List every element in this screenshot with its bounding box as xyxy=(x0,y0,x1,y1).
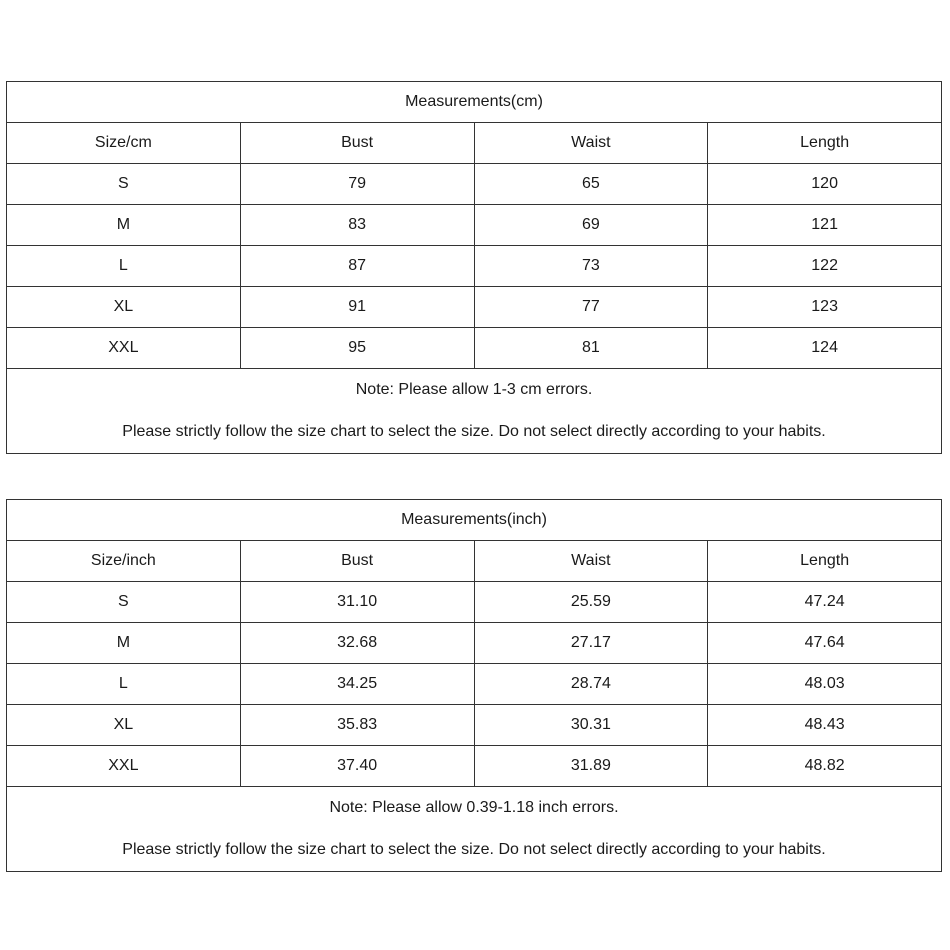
column-header-size: Size/cm xyxy=(7,123,241,164)
length-cell: 121 xyxy=(708,205,942,246)
waist-cell: 31.89 xyxy=(474,746,708,787)
size-chart-cm-table xyxy=(6,81,942,454)
table-header-row xyxy=(7,541,942,582)
table-row xyxy=(7,205,942,246)
error-tolerance-note: Note: Please allow 1-3 cm errors. xyxy=(355,381,593,398)
size-instruction-note: Please strictly follow the size chart to select the size. Do not select directly according to your habits. xyxy=(122,423,826,440)
length-cell: 48.03 xyxy=(708,664,942,705)
error-tolerance-note: Note: Please allow 0.39-1.18 inch errors. xyxy=(329,799,619,816)
column-header-size: Size/inch xyxy=(7,541,241,582)
size-cell: M xyxy=(7,205,241,246)
table-row xyxy=(7,664,942,705)
length-cell: 48.82 xyxy=(708,746,942,787)
size-cell: S xyxy=(7,164,241,205)
bust-cell: 87 xyxy=(240,246,474,287)
waist-cell: 69 xyxy=(474,205,708,246)
size-cell: S xyxy=(7,582,241,623)
bust-cell: 35.83 xyxy=(240,705,474,746)
waist-cell: 25.59 xyxy=(474,582,708,623)
waist-cell: 81 xyxy=(474,328,708,369)
table-row xyxy=(7,623,942,664)
size-instruction-note: Please strictly follow the size chart to select the size. Do not select directly according to your habits. xyxy=(122,841,826,858)
table-row xyxy=(7,328,942,369)
column-header-waist: Waist xyxy=(474,123,708,164)
bust-cell: 95 xyxy=(240,328,474,369)
table-title: Measurements(cm) xyxy=(7,82,942,123)
size-cell: L xyxy=(7,246,241,287)
table-row xyxy=(7,582,942,623)
length-cell: 47.24 xyxy=(708,582,942,623)
table-title: Measurements(inch) xyxy=(7,500,942,541)
column-header-waist: Waist xyxy=(474,541,708,582)
length-cell: 123 xyxy=(708,287,942,328)
length-cell: 47.64 xyxy=(708,623,942,664)
bust-cell: 37.40 xyxy=(240,746,474,787)
waist-cell: 77 xyxy=(474,287,708,328)
size-cell: XL xyxy=(7,705,241,746)
waist-cell: 65 xyxy=(474,164,708,205)
waist-cell: 27.17 xyxy=(474,623,708,664)
size-cell: XXL xyxy=(7,328,241,369)
size-chart-inch-table xyxy=(6,499,942,872)
table-title-row xyxy=(7,82,942,123)
size-cell: L xyxy=(7,664,241,705)
column-header-length: Length xyxy=(708,123,942,164)
table-row xyxy=(7,705,942,746)
table-row xyxy=(7,746,942,787)
waist-cell: 73 xyxy=(474,246,708,287)
bust-cell: 32.68 xyxy=(240,623,474,664)
table-title-row xyxy=(7,500,942,541)
column-header-bust: Bust xyxy=(240,123,474,164)
waist-cell: 30.31 xyxy=(474,705,708,746)
bust-cell: 91 xyxy=(240,287,474,328)
column-header-length: Length xyxy=(708,541,942,582)
note-cell xyxy=(7,369,942,454)
size-cell: M xyxy=(7,623,241,664)
table-note-row xyxy=(7,787,942,872)
length-cell: 124 xyxy=(708,328,942,369)
bust-cell: 34.25 xyxy=(240,664,474,705)
bust-cell: 83 xyxy=(240,205,474,246)
table-row xyxy=(7,287,942,328)
size-cell: XXL xyxy=(7,746,241,787)
bust-cell: 79 xyxy=(240,164,474,205)
note-cell xyxy=(7,787,942,872)
length-cell: 48.43 xyxy=(708,705,942,746)
table-header-row xyxy=(7,123,942,164)
bust-cell: 31.10 xyxy=(240,582,474,623)
waist-cell: 28.74 xyxy=(474,664,708,705)
length-cell: 120 xyxy=(708,164,942,205)
size-cell: XL xyxy=(7,287,241,328)
table-row xyxy=(7,164,942,205)
column-header-bust: Bust xyxy=(240,541,474,582)
table-note-row xyxy=(7,369,942,454)
table-row xyxy=(7,246,942,287)
length-cell: 122 xyxy=(708,246,942,287)
